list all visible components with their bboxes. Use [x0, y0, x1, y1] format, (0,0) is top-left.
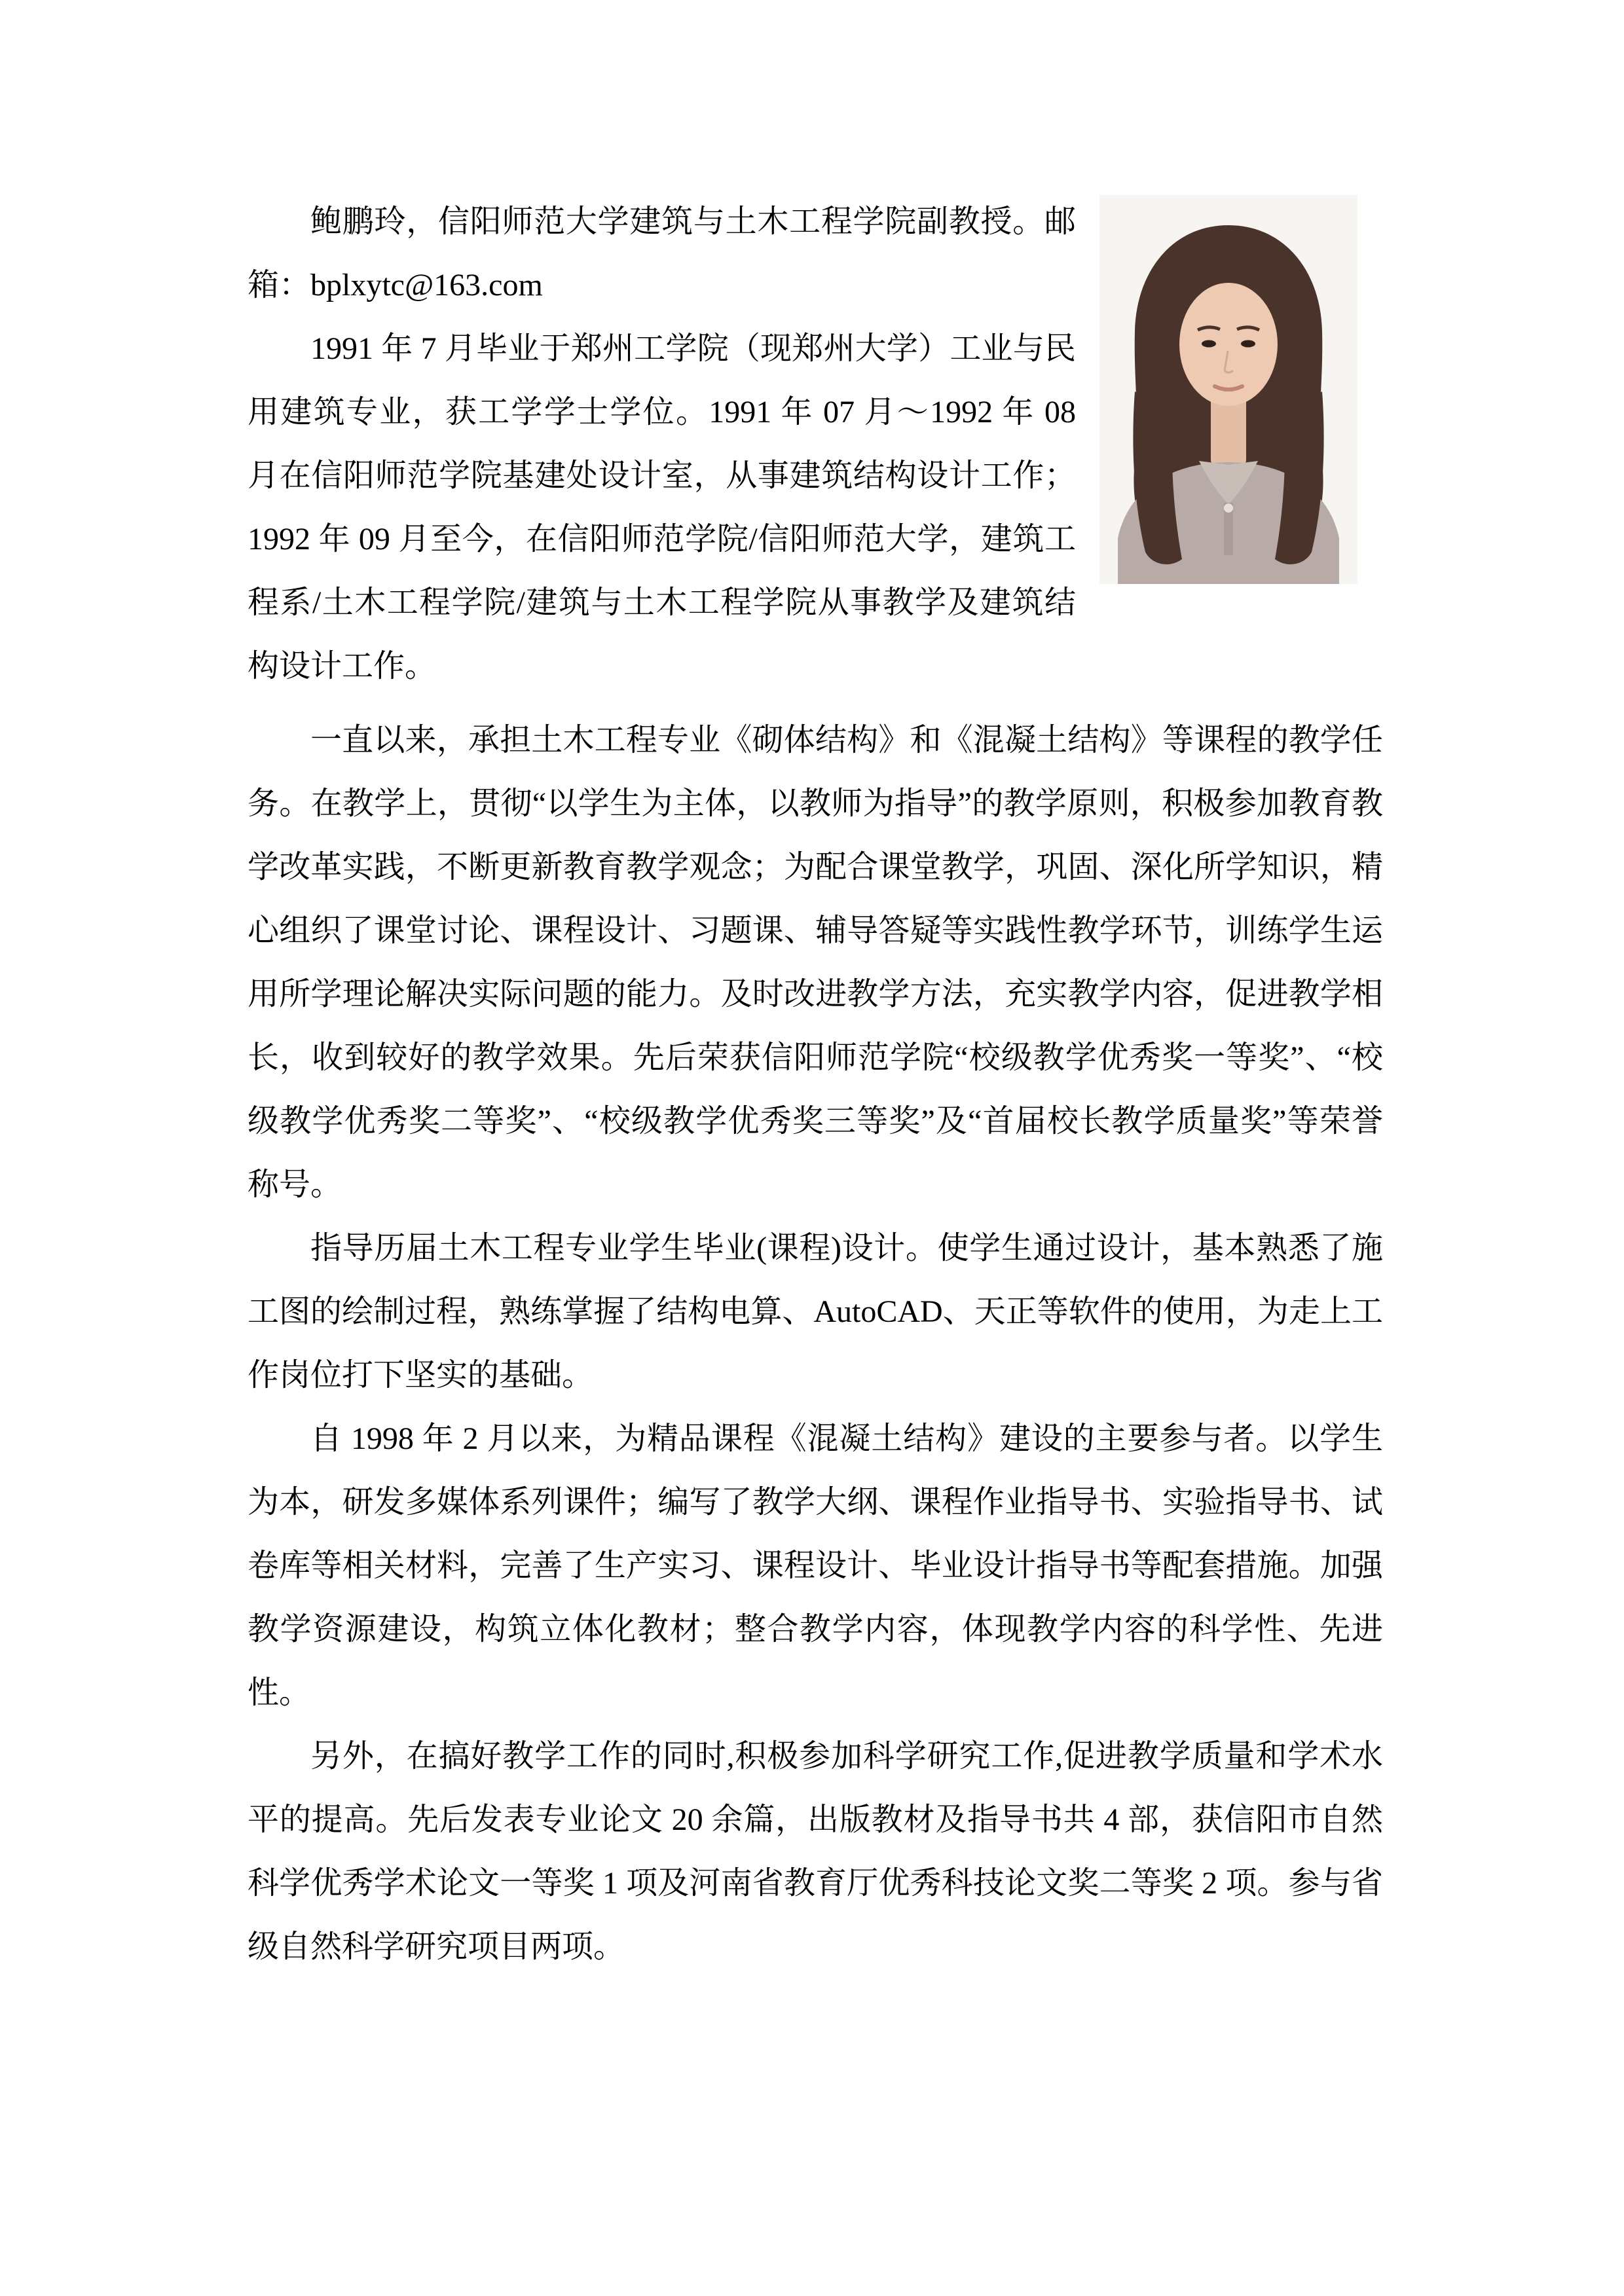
bio-teaching-paragraph: 一直以来，承担土木工程专业《砌体结构》和《混凝土结构》等课程的教学任务。在教学上，贯彻“以学生为主体，以教师为指导”的教学原则，积极参加教育教学改革实践，不断更新教育教学观念；为配合课堂教学，巩固、深化所学知识，精心组织了课堂讨论、课程设计、习题课、辅导答疑等实践性教学环节，训练学生运用所学理论解决实际问题的能力。及时改进教学方法，充实教学内容，促进教学相长，收到较好的教学效果。先后荣获信阳师范学院“校级教学优秀奖一等奖”、“校级教学优秀奖二等奖”、“校级教学优秀奖三等奖”及“首届校长教学质量奖”等荣誉称号。: [248, 723, 1383, 1202]
portrait-photo: [1099, 195, 1357, 584]
bio-research-paragraph: 另外，在搞好教学工作的同时,积极参加科学研究工作,促进教学质量和学术水平的提高。先后发表专业论文 20 余篇，出版教材及指导书共 4 部，获信阳市自然科学优秀学术论文一等奖 1 项及河南省教育厅优秀科技论文奖二等奖 2 项。参与省级自然科学研究项目两项。: [248, 1739, 1383, 1964]
bio-intro-paragraph: 鲍鹏玲，信阳师范大学建筑与土木工程学院副教授。邮箱：bplxytc@163.com: [248, 204, 1076, 302]
portrait-photo-illustration: [1099, 195, 1357, 584]
bio-graduation-design-paragraph: 指导历届土木工程专业学生毕业(课程)设计。使学生通过设计，基本熟悉了施工图的绘制过程，熟练掌握了结构电算、AutoCAD、天正等软件的使用，为走上工作岗位打下坚实的基础。: [248, 1231, 1383, 1393]
button-shape: [1224, 503, 1233, 513]
bio-body-block: [248, 708, 1383, 1978]
bio-career-paragraph: 1991 年 7 月毕业于郑州工学院（现郑州大学）工业与民用建筑专业，获工学学士学位。1991 年 07 月～1992 年 08 月在信阳师范学院基建处设计室，从事建筑结构设计工作；1992 年 09 月至今，在信阳师范学院/信阳师范大学，建筑工程系/土木工程学院/建筑与土木工程学院从事教学及建筑结构设计工作。: [248, 331, 1076, 683]
bio-header-block: [248, 190, 1383, 698]
left-eye-shape: [1202, 340, 1216, 348]
face-shape: [1179, 283, 1278, 406]
bio-course-development-paragraph: 自 1998 年 2 月以来，为精品课程《混凝土结构》建设的主要参与者。以学生为本，研发多媒体系列课件；编写了教学大纲、课程作业指导书、实验指导书、试卷库等相关材料，完善了生产实习、课程设计、毕业设计指导书等配套措施。加强教学资源建设，构筑立体化教材；整合教学内容，体现教学内容的科学性、先进性。: [248, 1421, 1383, 1710]
right-eye-shape: [1241, 340, 1255, 348]
